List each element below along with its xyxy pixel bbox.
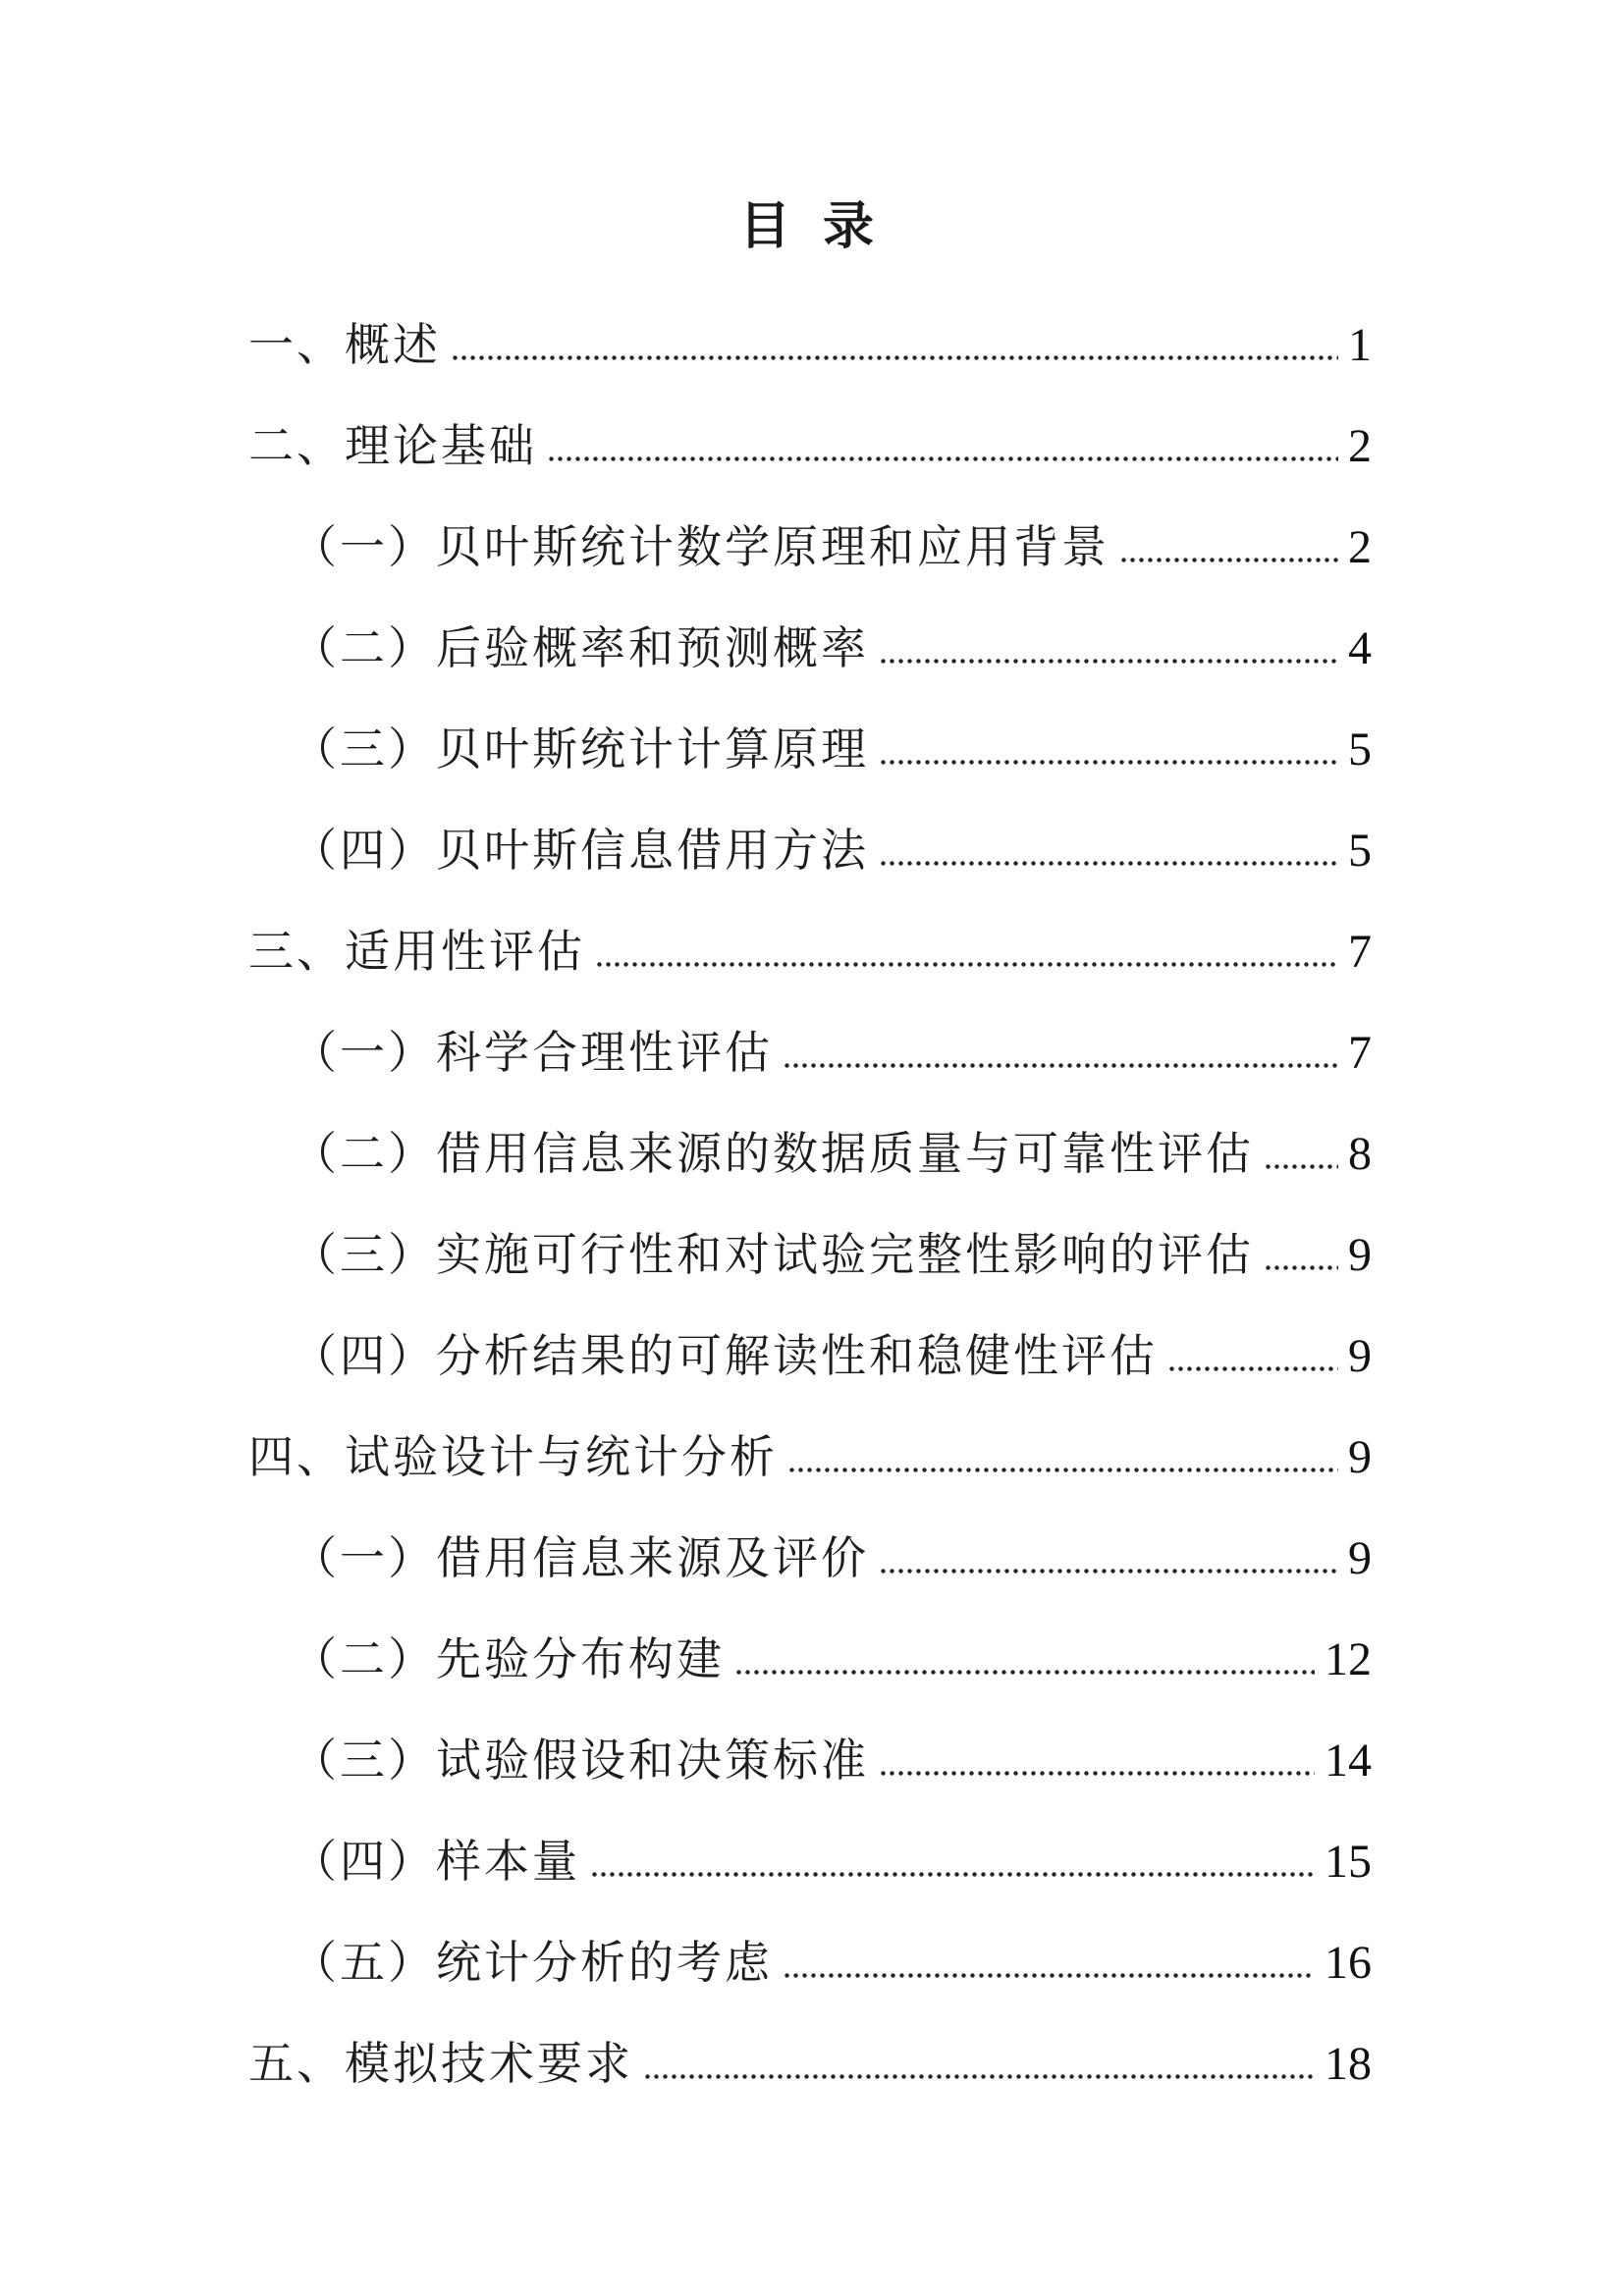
toc-entry[interactable] <box>0 1609 1623 1710</box>
toc-entry-label: 三、适用性评估 <box>248 927 585 977</box>
toc-entry[interactable] <box>0 1306 1623 1407</box>
dot-leader <box>1266 1265 1338 1270</box>
toc-entry-label: （一）借用信息来源及评价 <box>292 1533 869 1583</box>
toc-entry-label: （二）借用信息来源的数据质量与可靠性评估 <box>292 1129 1254 1179</box>
dot-leader <box>784 1063 1338 1068</box>
dot-leader <box>549 456 1338 461</box>
toc-entry-label: （三）贝叶斯统计计算原理 <box>292 724 869 774</box>
toc-entry[interactable] <box>0 800 1623 901</box>
dot-leader <box>881 760 1338 765</box>
toc-entry-page: 12 <box>1325 1633 1372 1685</box>
toc-entry-label: （五）统计分析的考虑 <box>292 1938 773 1988</box>
dot-leader <box>597 962 1338 967</box>
toc-entry-label: 四、试验设计与统计分析 <box>248 1432 778 1482</box>
toc-entry-page: 5 <box>1348 723 1372 775</box>
toc-entry-page: 9 <box>1348 1431 1372 1483</box>
dot-leader <box>453 355 1338 360</box>
toc-entry-page: 5 <box>1348 825 1372 877</box>
toc-entry-page: 18 <box>1325 2038 1372 2090</box>
toc-entry[interactable] <box>0 396 1623 497</box>
dot-leader <box>881 1569 1338 1574</box>
dot-leader <box>645 2074 1315 2079</box>
toc-entry[interactable] <box>0 1508 1623 1609</box>
toc-entry[interactable] <box>0 699 1623 800</box>
toc-entry-page: 2 <box>1348 420 1372 472</box>
toc-entry[interactable] <box>0 294 1623 396</box>
toc-entry-label: （四）样本量 <box>292 1837 580 1887</box>
toc-entry[interactable] <box>0 1407 1623 1508</box>
toc-entry-label: （四）贝叶斯信息借用方法 <box>292 826 869 876</box>
toc-entry-label: （三）试验假设和决策标准 <box>292 1735 869 1786</box>
dot-leader <box>789 1468 1338 1472</box>
dot-leader <box>1121 558 1338 562</box>
dot-leader <box>881 861 1338 866</box>
toc-entry-page: 7 <box>1348 926 1372 978</box>
toc-entry-label: （三）实施可行性和对试验完整性影响的评估 <box>292 1230 1254 1280</box>
toc-entry[interactable] <box>0 497 1623 598</box>
toc-entry[interactable] <box>0 1204 1623 1306</box>
toc-entry-page: 4 <box>1348 622 1372 674</box>
toc-entry-label: 五、模拟技术要求 <box>248 2039 633 2089</box>
toc-entry-page: 9 <box>1348 1532 1372 1584</box>
dot-leader <box>1169 1366 1338 1371</box>
toc-entry-label: （一）贝叶斯统计数学原理和应用背景 <box>292 522 1109 572</box>
toc-entry[interactable] <box>0 1811 1623 1912</box>
toc-entry-label: （四）分析结果的可解读性和稳健性评估 <box>292 1331 1158 1381</box>
toc-entry[interactable] <box>0 901 1623 1002</box>
toc-entry[interactable] <box>0 2013 1623 2114</box>
toc-entry-label: 二、理论基础 <box>248 421 537 471</box>
dot-leader <box>784 1973 1315 1978</box>
toc-entry[interactable] <box>0 1103 1623 1204</box>
toc-entry[interactable] <box>0 1710 1623 1811</box>
toc-title: 目 录 <box>738 199 884 255</box>
toc-entry-label: （二）先验分布构建 <box>292 1634 725 1684</box>
dot-leader <box>1266 1164 1338 1169</box>
toc-entry-page: 15 <box>1325 1836 1372 1888</box>
toc-entry-page: 8 <box>1348 1128 1372 1180</box>
dot-leader <box>881 659 1338 664</box>
toc-entry[interactable] <box>0 598 1623 699</box>
toc-entry-page: 2 <box>1348 521 1372 573</box>
toc-entry-page: 1 <box>1348 319 1372 371</box>
toc-entry-page: 9 <box>1348 1229 1372 1281</box>
toc-entry-page: 7 <box>1348 1027 1372 1079</box>
toc-entry-label: （二）后验概率和预测概率 <box>292 623 869 673</box>
toc-entry-label: 一、概述 <box>248 320 441 370</box>
toc-entry-page: 14 <box>1325 1735 1372 1787</box>
toc-entry[interactable] <box>0 1002 1623 1103</box>
dot-leader <box>881 1771 1315 1776</box>
dot-leader <box>736 1670 1315 1675</box>
toc-entry-label: （一）科学合理性评估 <box>292 1028 773 1078</box>
dot-leader <box>592 1872 1315 1877</box>
toc-entry-page: 9 <box>1348 1330 1372 1382</box>
toc-entry[interactable] <box>0 1912 1623 2013</box>
toc-entry-page: 16 <box>1325 1937 1372 1989</box>
table-of-contents <box>0 294 1623 2114</box>
